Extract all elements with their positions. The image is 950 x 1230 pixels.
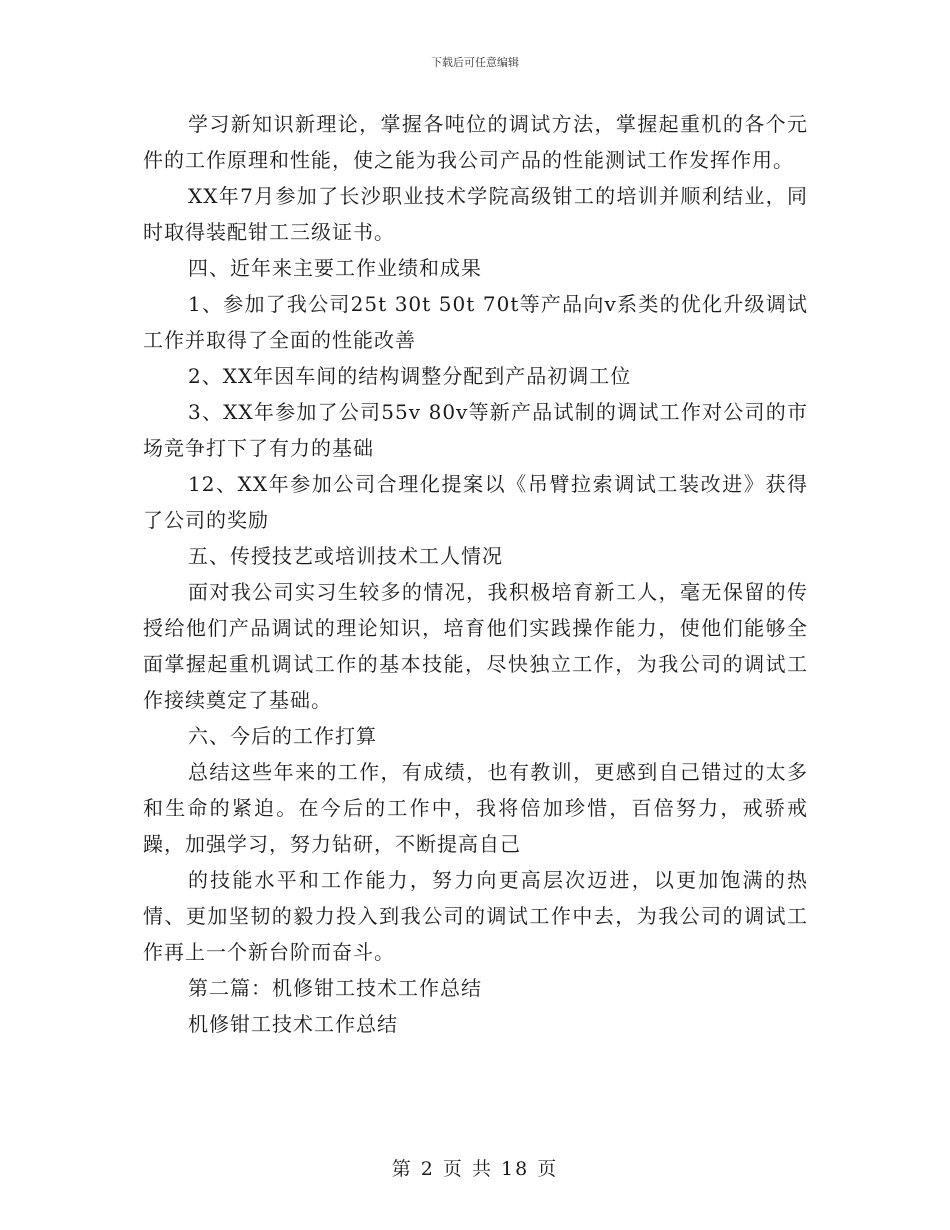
paragraph: 面对我公司实习生较多的情况，我积极培育新工人，毫无保留的传授给他们产品调试的理论知识，培育他们实践操作能力，使他们能够全面掌握起重机调试工作的基本技能，尽快独立工作，为我公司的调试工作接续奠定了基础。 xyxy=(143,580,808,712)
document-title: 机修钳工技术工作总结 xyxy=(188,1012,398,1036)
section-heading: 五、传授技艺或培训技术工人情况 xyxy=(188,544,503,568)
paragraph: 的技能水平和工作能力，努力向更高层次迈进，以更加饱满的热情、更加坚韧的毅力投入到我公司的调试工作中去，为我公司的调试工作再上一个新台阶而奋斗。 xyxy=(143,868,808,964)
paragraph: XX年7月参加了长沙职业技术学院高级钳工的培训并顺利结业，同时取得装配钳工三级证书。 xyxy=(143,184,808,244)
list-item: 3、XX年参加了公司55v 80v等新产品试制的调试工作对公司的市场竞争打下了有力的基础 xyxy=(143,400,808,460)
section-heading: 六、今后的工作打算 xyxy=(188,724,377,748)
paragraph: 学习新知识新理论，掌握各吨位的调试方法，掌握起重机的各个元件的工作原理和性能，使之能为我公司产品的性能测试工作发挥作用。 xyxy=(143,112,808,172)
chapter-heading: 第二篇：机修钳工技术工作总结 xyxy=(188,976,482,1000)
document-body xyxy=(143,106,808,1042)
list-item: 2、XX年因车间的结构调整分配到产品初调工位 xyxy=(188,364,632,388)
section-heading: 四、近年来主要工作业绩和成果 xyxy=(188,256,482,280)
page-number: 第 2 页 共 18 页 xyxy=(391,1158,559,1180)
list-item: 1、参加了我公司25t 30t 50t 70t等产品向v系类的优化升级调试工作并取得了全面的性能改善 xyxy=(143,292,808,352)
paragraph: 总结这些年来的工作，有成绩，也有教训，更感到自己错过的太多和生命的紧迫。在今后的工作中，我将倍加珍惜，百倍努力，戒骄戒躁，加强学习，努力钻研，不断提高自己 xyxy=(143,760,808,856)
list-item: 12、XX年参加公司合理化提案以《吊臂拉索调试工装改进》获得了公司的奖励 xyxy=(143,472,808,532)
page-header-note: 下载后可任意编辑 xyxy=(431,56,519,69)
